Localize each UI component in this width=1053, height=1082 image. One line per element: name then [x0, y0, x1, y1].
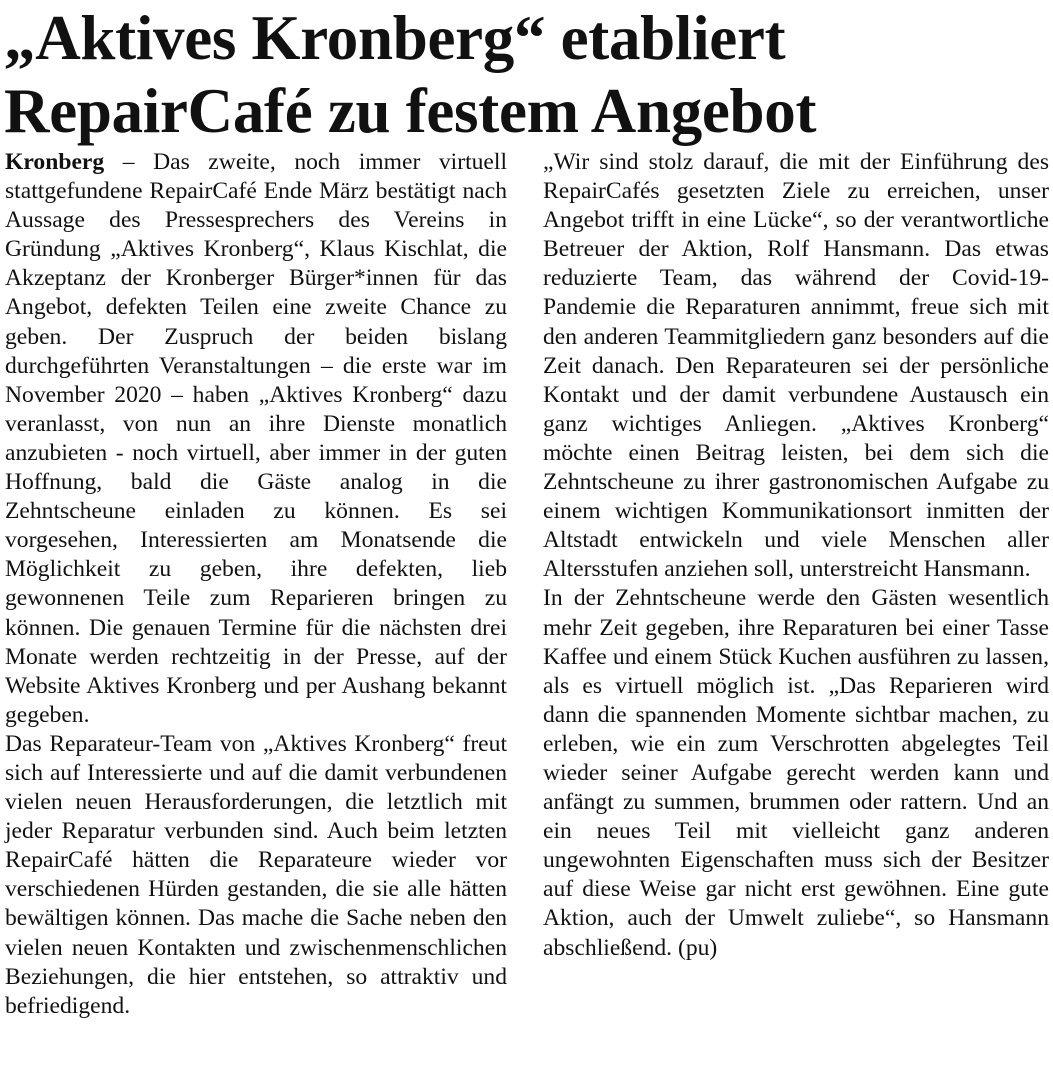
headline-line-1: „Aktives Kronberg“ etabliert [4, 3, 786, 73]
paragraph-4: In der Zehntscheune werde den Gästen wesentlich mehr Zeit gegeben, ihre Reparaturen bei einer Tasse Kaffee und einem Stück Kuchen ausführen zu lassen, als es virtuell möglich ist. „Das Reparieren wird dann die spannenden Momente sichtbar machen, zu erleben, wie ein zum Verschrotten abgelegtes Teil wieder seiner Aufgabe gerecht werden kann und anfängt zu summen, brummen oder rattern. Und an ein neues Teil mit vielleicht ganz anderen ungewohnten Eigenschaften muss sich der Besitzer auf diese Weise gar nicht erst gewöhnen. Eine gute Aktion, auch der Umwelt zuliebe“, so Hansmann abschließend. (pu) [543, 585, 1049, 961]
paragraph-1-body: – Das zweite, noch immer virtuell stattgefundene RepairCafé Ende März bestätigt nach Aussage des Pressesprechers des Vereins in Gründung „Aktives Kronberg“, Klaus Kischlat, die Akzeptanz der Kronberger Bürger*innen für das Angebot, defekten Teilen eine zweite Chance zu geben. Der Zuspruch der beiden bislang durchgeführten Veranstaltungen – die erste war im November 2020 – haben „Aktives Kronberg“ dazu veranlasst, von nun an ihre Dienste monatlich anzubieten - noch virtuell, aber immer in der guten Hoffnung, bald die Gäste analog in die Zehntscheune einladen zu können. Es sei vorgesehen, Interessierten am Monatsende die Möglichkeit zu geben, ihre defekten, lieb gewonnenen Teile zum Reparieren bringen zu können. Die genauen Termine für die nächsten drei Monate werden rechtzeitig in der Presse, auf der Website Aktives Kronberg und per Aushang bekannt gegeben. [5, 149, 507, 728]
article-column-right [543, 148, 1049, 963]
article-column-left [5, 148, 507, 1021]
headline [4, 2, 1049, 148]
paragraph-1 [5, 148, 507, 730]
dateline: Kronberg [5, 149, 105, 175]
paragraph-2: Das Reparateur-Team von „Aktives Kronberg“ freut sich auf Interessierte und auf die damit verbundenen vielen neuen Herausforderungen, die letztlich mit jeder Reparatur verbunden sind. Auch beim letzten RepairCafé hätten die Reparateure wieder vor verschiedenen Hürden gestanden, die sie alle hätten bewältigen können. Das mache die Sache neben den vielen neuen Kontakten und zwischenmenschlichen Beziehungen, die hier entstehen, so attraktiv und befriedigend. [5, 730, 507, 1019]
paragraph-3: „Wir sind stolz darauf, die mit der Einführung des RepairCafés gesetzten Ziele zu erreichen, unser Angebot trifft in eine Lücke“, so der verantwortliche Betreuer der Aktion, Rolf Hansmann. Das etwas reduzierte Team, das während der Covid-19-Pandemie die Reparaturen annimmt, freue sich mit den anderen Teammitgliedern ganz besonders auf die Zeit danach. Den Reparateuren sei der persönliche Kontakt und der damit verbundene Austausch ein ganz wichtiges Anliegen. „Aktives Kronberg“ möchte einen Beitrag leisten, bei dem sich die Zehntscheune zu ihrer gastronomischen Aufgabe zu einem wichtigen Kommunikationsort inmitten der Altstadt entwickeln und viele Menschen aller Altersstufen anziehen soll, unterstreicht Hansmann. [543, 149, 1049, 583]
headline-line-2: RepairCafé zu festem Angebot [4, 76, 817, 146]
